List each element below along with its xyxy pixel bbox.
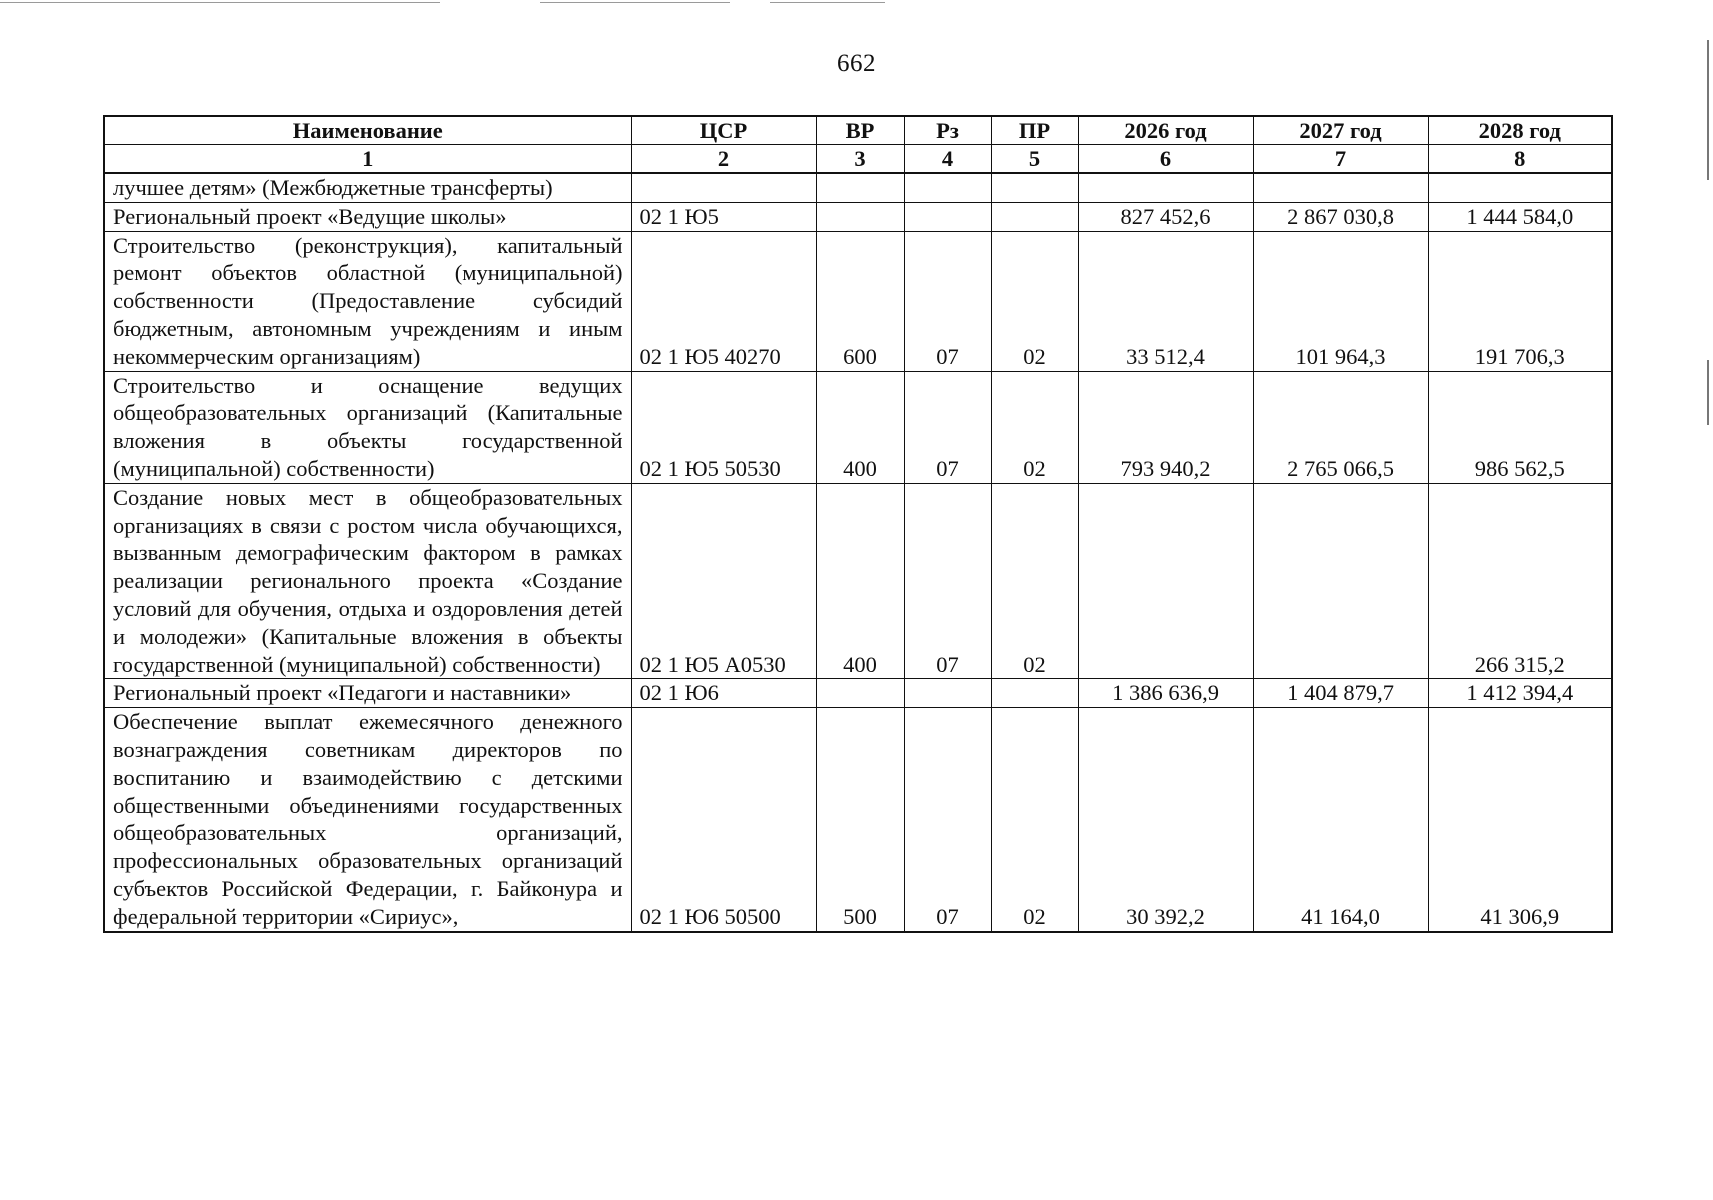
row-rz bbox=[904, 679, 991, 708]
row-rz: 07 bbox=[904, 371, 991, 483]
column-number: 6 bbox=[1078, 145, 1253, 174]
row-csr: 02 1 Ю5 bbox=[631, 202, 816, 231]
column-number: 8 bbox=[1428, 145, 1612, 174]
scan-edge-mark bbox=[1707, 360, 1709, 425]
column-number: 5 bbox=[991, 145, 1078, 174]
row-name: Строительство (реконструкция), капитальный ремонт объектов областной (муниципальной) собственности (Предоставление субсидий бюджетным, автономным учреждениям и иным некоммерческим организациям) bbox=[104, 231, 631, 371]
row-2028: 41 306,9 bbox=[1428, 708, 1612, 932]
row-vr: 400 bbox=[816, 371, 904, 483]
budget-table bbox=[103, 115, 1613, 933]
row-rz bbox=[904, 202, 991, 231]
row-2026: 33 512,4 bbox=[1078, 231, 1253, 371]
row-name: Региональный проект «Ведущие школы» bbox=[104, 202, 631, 231]
row-2026: 1 386 636,9 bbox=[1078, 679, 1253, 708]
row-rz: 07 bbox=[904, 231, 991, 371]
row-csr: 02 1 Ю5 40270 bbox=[631, 231, 816, 371]
row-2027 bbox=[1253, 173, 1428, 202]
column-number: 3 bbox=[816, 145, 904, 174]
row-2028: 1 444 584,0 bbox=[1428, 202, 1612, 231]
row-2028: 1 412 394,4 bbox=[1428, 679, 1612, 708]
row-vr bbox=[816, 679, 904, 708]
row-2027 bbox=[1253, 483, 1428, 679]
row-pr bbox=[991, 173, 1078, 202]
row-2027: 41 164,0 bbox=[1253, 708, 1428, 932]
scan-artifact-line bbox=[540, 2, 730, 3]
table-row bbox=[104, 231, 1612, 371]
row-rz: 07 bbox=[904, 708, 991, 932]
row-pr: 02 bbox=[991, 371, 1078, 483]
table-row bbox=[104, 679, 1612, 708]
table-row bbox=[104, 173, 1612, 202]
row-2026 bbox=[1078, 173, 1253, 202]
row-name: Региональный проект «Педагоги и наставники» bbox=[104, 679, 631, 708]
row-name: Строительство и оснащение ведущих общеобразовательных организаций (Капитальные вложения в объекты государственной (муниципальной) собственности) bbox=[104, 371, 631, 483]
scan-artifact-line bbox=[0, 2, 440, 3]
row-2026 bbox=[1078, 483, 1253, 679]
row-pr bbox=[991, 202, 1078, 231]
header-csr: ЦСР bbox=[631, 116, 816, 145]
row-2028: 191 706,3 bbox=[1428, 231, 1612, 371]
header-2028: 2028 год bbox=[1428, 116, 1612, 145]
row-vr: 400 bbox=[816, 483, 904, 679]
header-2026: 2026 год bbox=[1078, 116, 1253, 145]
row-2026: 827 452,6 bbox=[1078, 202, 1253, 231]
row-2026: 793 940,2 bbox=[1078, 371, 1253, 483]
row-2026: 30 392,2 bbox=[1078, 708, 1253, 932]
header-2027: 2027 год bbox=[1253, 116, 1428, 145]
page-number: 662 bbox=[837, 50, 876, 77]
column-number: 2 bbox=[631, 145, 816, 174]
row-2027: 2 867 030,8 bbox=[1253, 202, 1428, 231]
row-pr: 02 bbox=[991, 231, 1078, 371]
table-row bbox=[104, 202, 1612, 231]
header-rz: Рз bbox=[904, 116, 991, 145]
row-2028: 986 562,5 bbox=[1428, 371, 1612, 483]
table-row bbox=[104, 708, 1612, 932]
header-name: Наименование bbox=[104, 116, 631, 145]
row-csr: 02 1 Ю6 bbox=[631, 679, 816, 708]
header-row bbox=[104, 116, 1612, 145]
row-name: Создание новых мест в общеобразовательных организациях в связи с ростом числа обучающихся, вызванным демографическим фактором в рамках реализации регионального проекта «Создание условий для обучения, отдыха и оздоровления детей и молодежи» (Капитальные вложения в объекты государственной (муниципальной) собственности) bbox=[104, 483, 631, 679]
table-row bbox=[104, 483, 1612, 679]
row-csr: 02 1 Ю5 А0530 bbox=[631, 483, 816, 679]
column-number: 1 bbox=[104, 145, 631, 174]
column-number-row bbox=[104, 145, 1612, 174]
row-rz: 07 bbox=[904, 483, 991, 679]
row-pr bbox=[991, 679, 1078, 708]
row-name: лучшее детям» (Межбюджетные трансферты) bbox=[104, 173, 631, 202]
row-vr bbox=[816, 202, 904, 231]
header-vr: ВР bbox=[816, 116, 904, 145]
row-2027: 101 964,3 bbox=[1253, 231, 1428, 371]
column-number: 4 bbox=[904, 145, 991, 174]
row-csr bbox=[631, 173, 816, 202]
column-number: 7 bbox=[1253, 145, 1428, 174]
row-vr bbox=[816, 173, 904, 202]
row-csr: 02 1 Ю6 50500 bbox=[631, 708, 816, 932]
row-vr: 500 bbox=[816, 708, 904, 932]
row-rz bbox=[904, 173, 991, 202]
header-pr: ПР bbox=[991, 116, 1078, 145]
table-row bbox=[104, 371, 1612, 483]
row-2027: 2 765 066,5 bbox=[1253, 371, 1428, 483]
row-2027: 1 404 879,7 bbox=[1253, 679, 1428, 708]
row-pr: 02 bbox=[991, 483, 1078, 679]
row-csr: 02 1 Ю5 50530 bbox=[631, 371, 816, 483]
row-2028: 266 315,2 bbox=[1428, 483, 1612, 679]
row-2028 bbox=[1428, 173, 1612, 202]
row-pr: 02 bbox=[991, 708, 1078, 932]
row-name: Обеспечение выплат ежемесячного денежного вознаграждения советникам директоров по воспитанию и взаимодействию с детскими общественными объединениями государственных общеобразовательных организаций, профессиональных образовательных организаций субъектов Российской Федерации, г. Байконура и федеральной территории «Сириус», bbox=[104, 708, 631, 932]
scan-artifact-line bbox=[770, 2, 885, 3]
row-vr: 600 bbox=[816, 231, 904, 371]
